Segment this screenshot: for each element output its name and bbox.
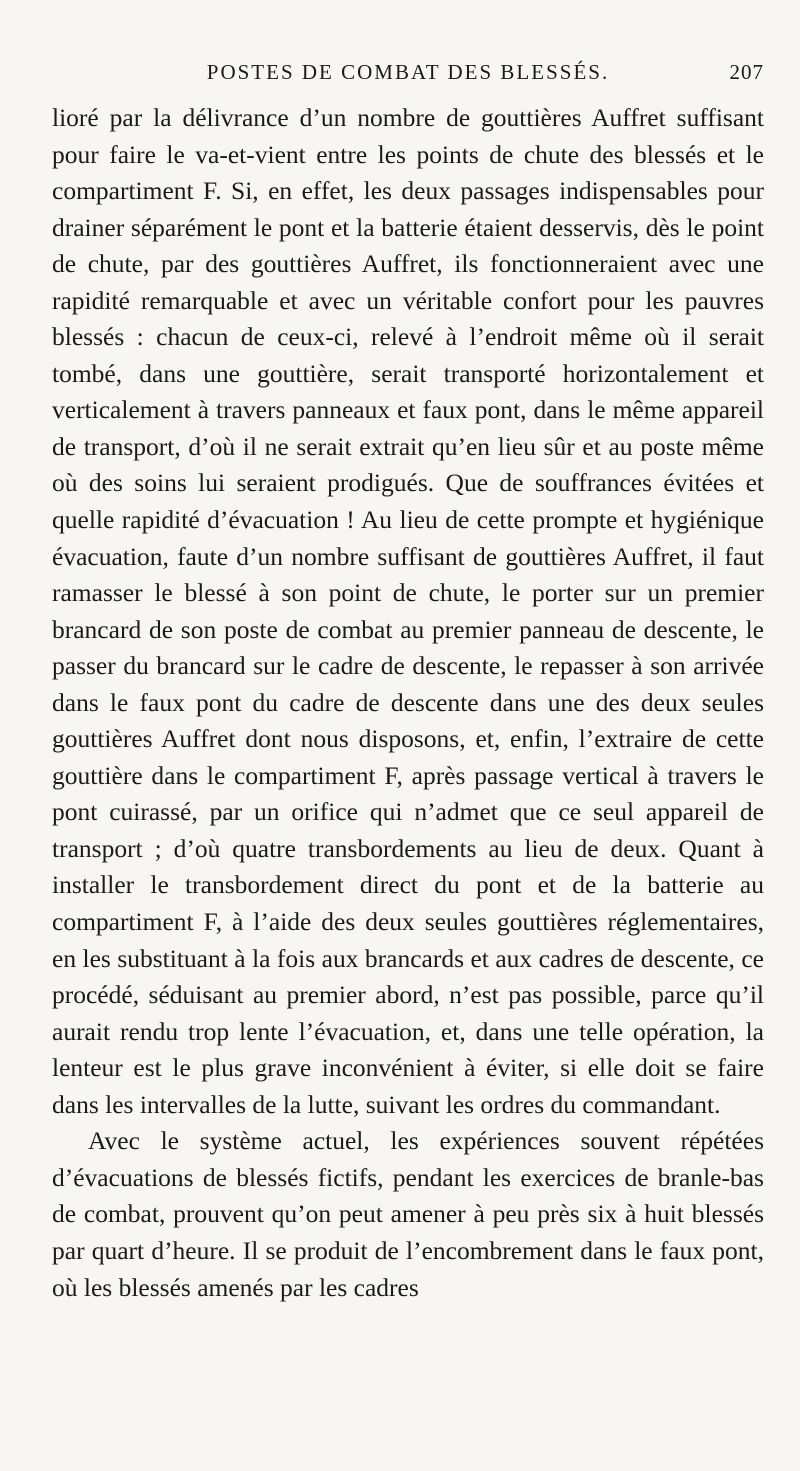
paragraph: Avec le système actuel, les expériences souvent répétées d’évacuations de blessés fictifs, pendant les exercices de branle-bas de combat, prouvent qu’on peut amener à peu près six à huit blessés par quart d’heure. Il se produit de l’encombrement dans le faux pont, où les blessés amenés par les cadres — [52, 1126, 764, 1302]
running-title: POSTES DE COMBAT DES BLESSÉS. — [206, 60, 610, 84]
page-number: 207 — [729, 60, 764, 84]
running-head — [52, 60, 764, 90]
body-text — [52, 100, 764, 1306]
paragraph-continued: lioré par la délivrance d’un nombre de gouttières Auffret suffisant pour faire le va-et-vient entre les points de chute des blessés et le compartiment F. Si, en effet, les deux passages indispensables pour drainer séparément le pont et la batterie étaient desservis, dès le point de chute, par des gouttières Auffret, ils fonctionneraient avec une rapidité remarquable et avec un véritable confort pour les pauvres blessés : chacun de ceux-ci, relevé à l’endroit même où il serait tombé, dans une gouttière, serait transporté horizontalement et verticalement à travers panneaux et faux pont, dans le même appareil de transport, d’où il ne serait extrait qu’en lieu sûr et au poste même où des soins lui seraient prodigués. Que de souffrances évitées et quelle rapidité d’évacuation ! Au lieu de cette prompte et hygiénique évacuation, faute d’un nombre suffisant de gouttières Auffret, il faut ramasser le blessé à son point de chute, le porter sur un premier brancard de son poste de combat au premier panneau de descente, le passer du brancard sur le cadre de descente, le repasser à son arrivée dans le faux pont du cadre de descente dans une des deux seules gouttières Auffret dont nous disposons, et, enfin, l’extraire de cette gouttière dans le compartiment F, après passage vertical à travers le pont cuirassé, par un orifice qui n’admet que ce seul appareil de transport ; d’où quatre transbordements au lieu de deux. Quant à installer le transbordement direct du pont et de la batterie au compartiment F, à l’aide des deux seules gouttières réglementaires, en les substituant à la fois aux brancards et aux cadres de descente, ce procédé, séduisant au premier abord, n’est pas possible, parce qu’il aurait rendu trop lente l’évacuation, et, dans une telle opération, la lenteur est le plus grave inconvénient à éviter, si elle doit se faire dans les intervalles de la lutte, suivant les ordres du commandant. — [52, 103, 764, 1119]
